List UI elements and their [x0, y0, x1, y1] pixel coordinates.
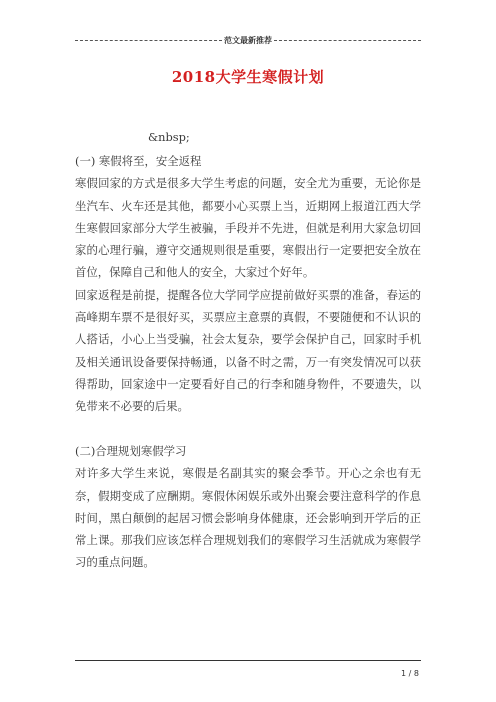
- paragraph: 寒假回家的方式是很多大学生考虑的问题，安全尤为重要，无论你是坐汽车、火车还是其他，都要小心买票上当，近期网上报道江西大学生寒假回家部分大学生被骗，手段并不先进，但就是利用大家急切回家的心理行骗，遵守交通规则很是重要，寒假出行一定要把安全放在首位，保障自己和他人的安全，大家过个好年。: [75, 176, 421, 280]
- section-1: [75, 150, 421, 418]
- section-heading: (一) 寒假将至，安全返程: [75, 154, 202, 168]
- page-header: [75, 33, 421, 47]
- section-2: [75, 440, 421, 574]
- header-dash-left: [75, 40, 222, 41]
- header-dash-right: [274, 40, 421, 41]
- nbsp-text: &nbsp;: [148, 130, 190, 144]
- paragraph: 对许多大学生来说，寒假是名副其实的聚会季节。开心之余也有无奈，假期变成了应酬期。寒假休闲娱乐或外出聚会要注意科学的作息时间，黑白颠倒的起居习惯会影响身体健康，还会影响到开学后的正常上课。那我们应该怎样合理规划我们的寒假学习生活就成为寒假学习的重点问题。: [75, 466, 421, 570]
- footer-rule: [75, 660, 421, 661]
- page-number: 1 / 8: [401, 669, 419, 678]
- paragraph: 回家返程是前提，提醒各位大学同学应提前做好买票的准备，春运的高峰期车票不是很好买，买票应主意票的真假，不要随便和不认识的人搭话，小心上当受骗，社会太复杂，要学会保护自己，回家时手机及相关通讯设备要保持畅通，以备不时之需，万一有突发情况可以获得帮助，回家途中一定要看好自己的行李和随身物件，不要遗失，以免带来不必要的后果。: [75, 287, 421, 414]
- section-heading: (二)合理规划寒假学习: [75, 444, 187, 458]
- header-label: 范文最新推荐: [224, 35, 272, 45]
- document-title: 2018大学生寒假计划: [171, 68, 325, 86]
